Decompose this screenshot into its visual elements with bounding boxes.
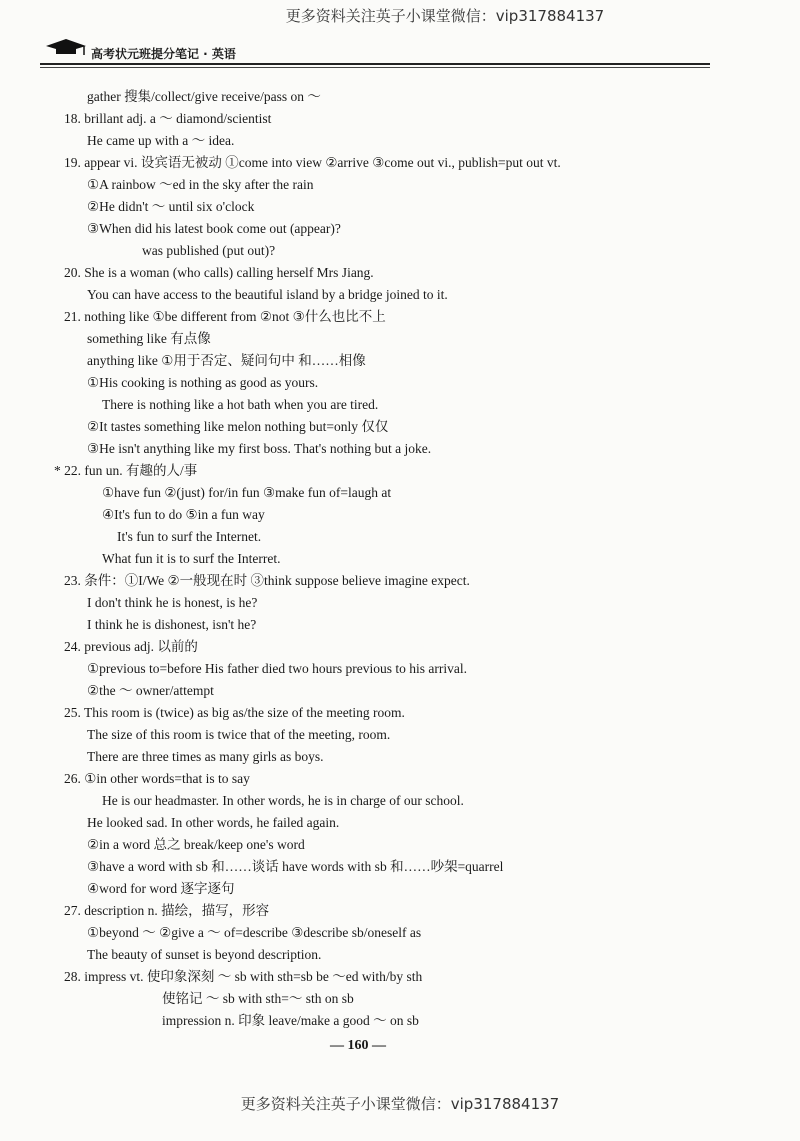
note-line: ③have a word with sb 和……谈话 have words with sb 和……吵架=quarrel (87, 859, 504, 874)
note-line: 26. ①in other words=that is to say (64, 771, 250, 786)
note-line: The beauty of sunset is beyond description. (87, 947, 322, 962)
note-line: ①previous to=before His father died two hours previous to his arrival. (87, 661, 468, 676)
note-line: The size of this room is twice that of the meeting, room. (87, 727, 391, 742)
note-line: You can have access to the beautiful island by a bridge joined to it. (87, 287, 448, 302)
note-line: 24. previous adj. 以前的 (64, 639, 198, 654)
note-line: He looked sad. In other words, he failed again. (87, 815, 340, 830)
header-rule (40, 63, 710, 65)
note-line: There is nothing like a hot bath when you are tired. (102, 397, 379, 412)
note-line: ③He isn't anything like my first boss. That's nothing but a joke. (87, 441, 432, 456)
note-line: 使铭记 ～ sb with sth=～ sth on sb (162, 991, 354, 1006)
note-line: ①A rainbow ～ed in the sky after the rain (87, 177, 314, 192)
note-line: something like 有点像 (87, 331, 211, 346)
note-line: There are three times as many girls as boys. (87, 749, 324, 764)
note-line: I think he is dishonest, isn't he? (87, 617, 257, 632)
watermark-bottom: 更多资料关注英子小课堂微信：vip317884137 (240, 1095, 560, 1113)
note-line: ②It tastes something like melon nothing but=only 仅仅 (87, 419, 389, 434)
note-line: It's fun to surf the Internet. (117, 529, 262, 544)
watermark-top: 更多资料关注英子小课堂微信：vip317884137 (285, 7, 605, 25)
note-line: 28. impress vt. 使印象深刻 ～ sb with sth=sb be ～ed with/by sth (64, 969, 423, 984)
page-number: — 160 — (330, 1038, 386, 1053)
header-rule-thin (40, 67, 710, 68)
note-line: I don't think he is honest, is he? (87, 595, 258, 610)
note-line: 20. She is a woman (who calls) calling herself Mrs Jiang. (64, 265, 374, 280)
note-line: impression n. 印象 leave/make a good ～ on sb (162, 1013, 419, 1028)
note-line: * 22. fun un. 有趣的人/事 (54, 463, 198, 478)
page-header (44, 40, 236, 62)
graduation-cap-icon (44, 37, 88, 62)
note-line: ③When did his latest book come out (appear)? (87, 221, 341, 236)
header-title: 高考状元班提分笔记 · 英语 (91, 47, 236, 61)
note-line: 27. description n. 描绘，描写，形容 (64, 903, 270, 918)
note-line: 19. appear vi. 设宾语无被动 ①come into view ②arrive ③come out vi., publish=put out vt. (64, 155, 561, 170)
note-line: He is our headmaster. In other words, he is in charge of our school. (102, 793, 464, 808)
note-line: 18. brillant adj. a ～ diamond/scientist (64, 111, 272, 126)
note-line: He came up with a ～ idea. (87, 133, 235, 148)
note-line: ②in a word 总之 break/keep one's word (87, 837, 305, 852)
note-line: ①beyond ～ ②give a ～ of=describe ③describe sb/oneself as (87, 925, 422, 940)
note-line: ④It's fun to do ⑤in a fun way (102, 507, 265, 522)
note-line: ②He didn't ～ until six o'clock (87, 199, 255, 214)
note-line: ②the ～ owner/attempt (87, 683, 214, 698)
note-line: gather 搜集/collect/give receive/pass on ～ (87, 89, 321, 104)
note-line: ①have fun ②(just) for/in fun ③make fun of=laugh at (102, 485, 392, 500)
note-line: anything like ①用于否定、疑问句中 和……相像 (87, 353, 366, 368)
note-line: ④word for word 逐字逐句 (87, 881, 235, 896)
note-line: 21. nothing like ①be different from ②not ③什么也比不上 (64, 309, 386, 324)
note-line: was published (put out)? (142, 243, 276, 258)
note-line: 23. 条件：①I/We ②一般现在时 ③think suppose believe imagine expect. (64, 573, 470, 588)
note-line: 25. This room is (twice) as big as/the size of the meeting room. (64, 705, 405, 720)
note-line: ①His cooking is nothing as good as yours. (87, 375, 319, 390)
note-line: What fun it is to surf the Interret. (102, 551, 281, 566)
